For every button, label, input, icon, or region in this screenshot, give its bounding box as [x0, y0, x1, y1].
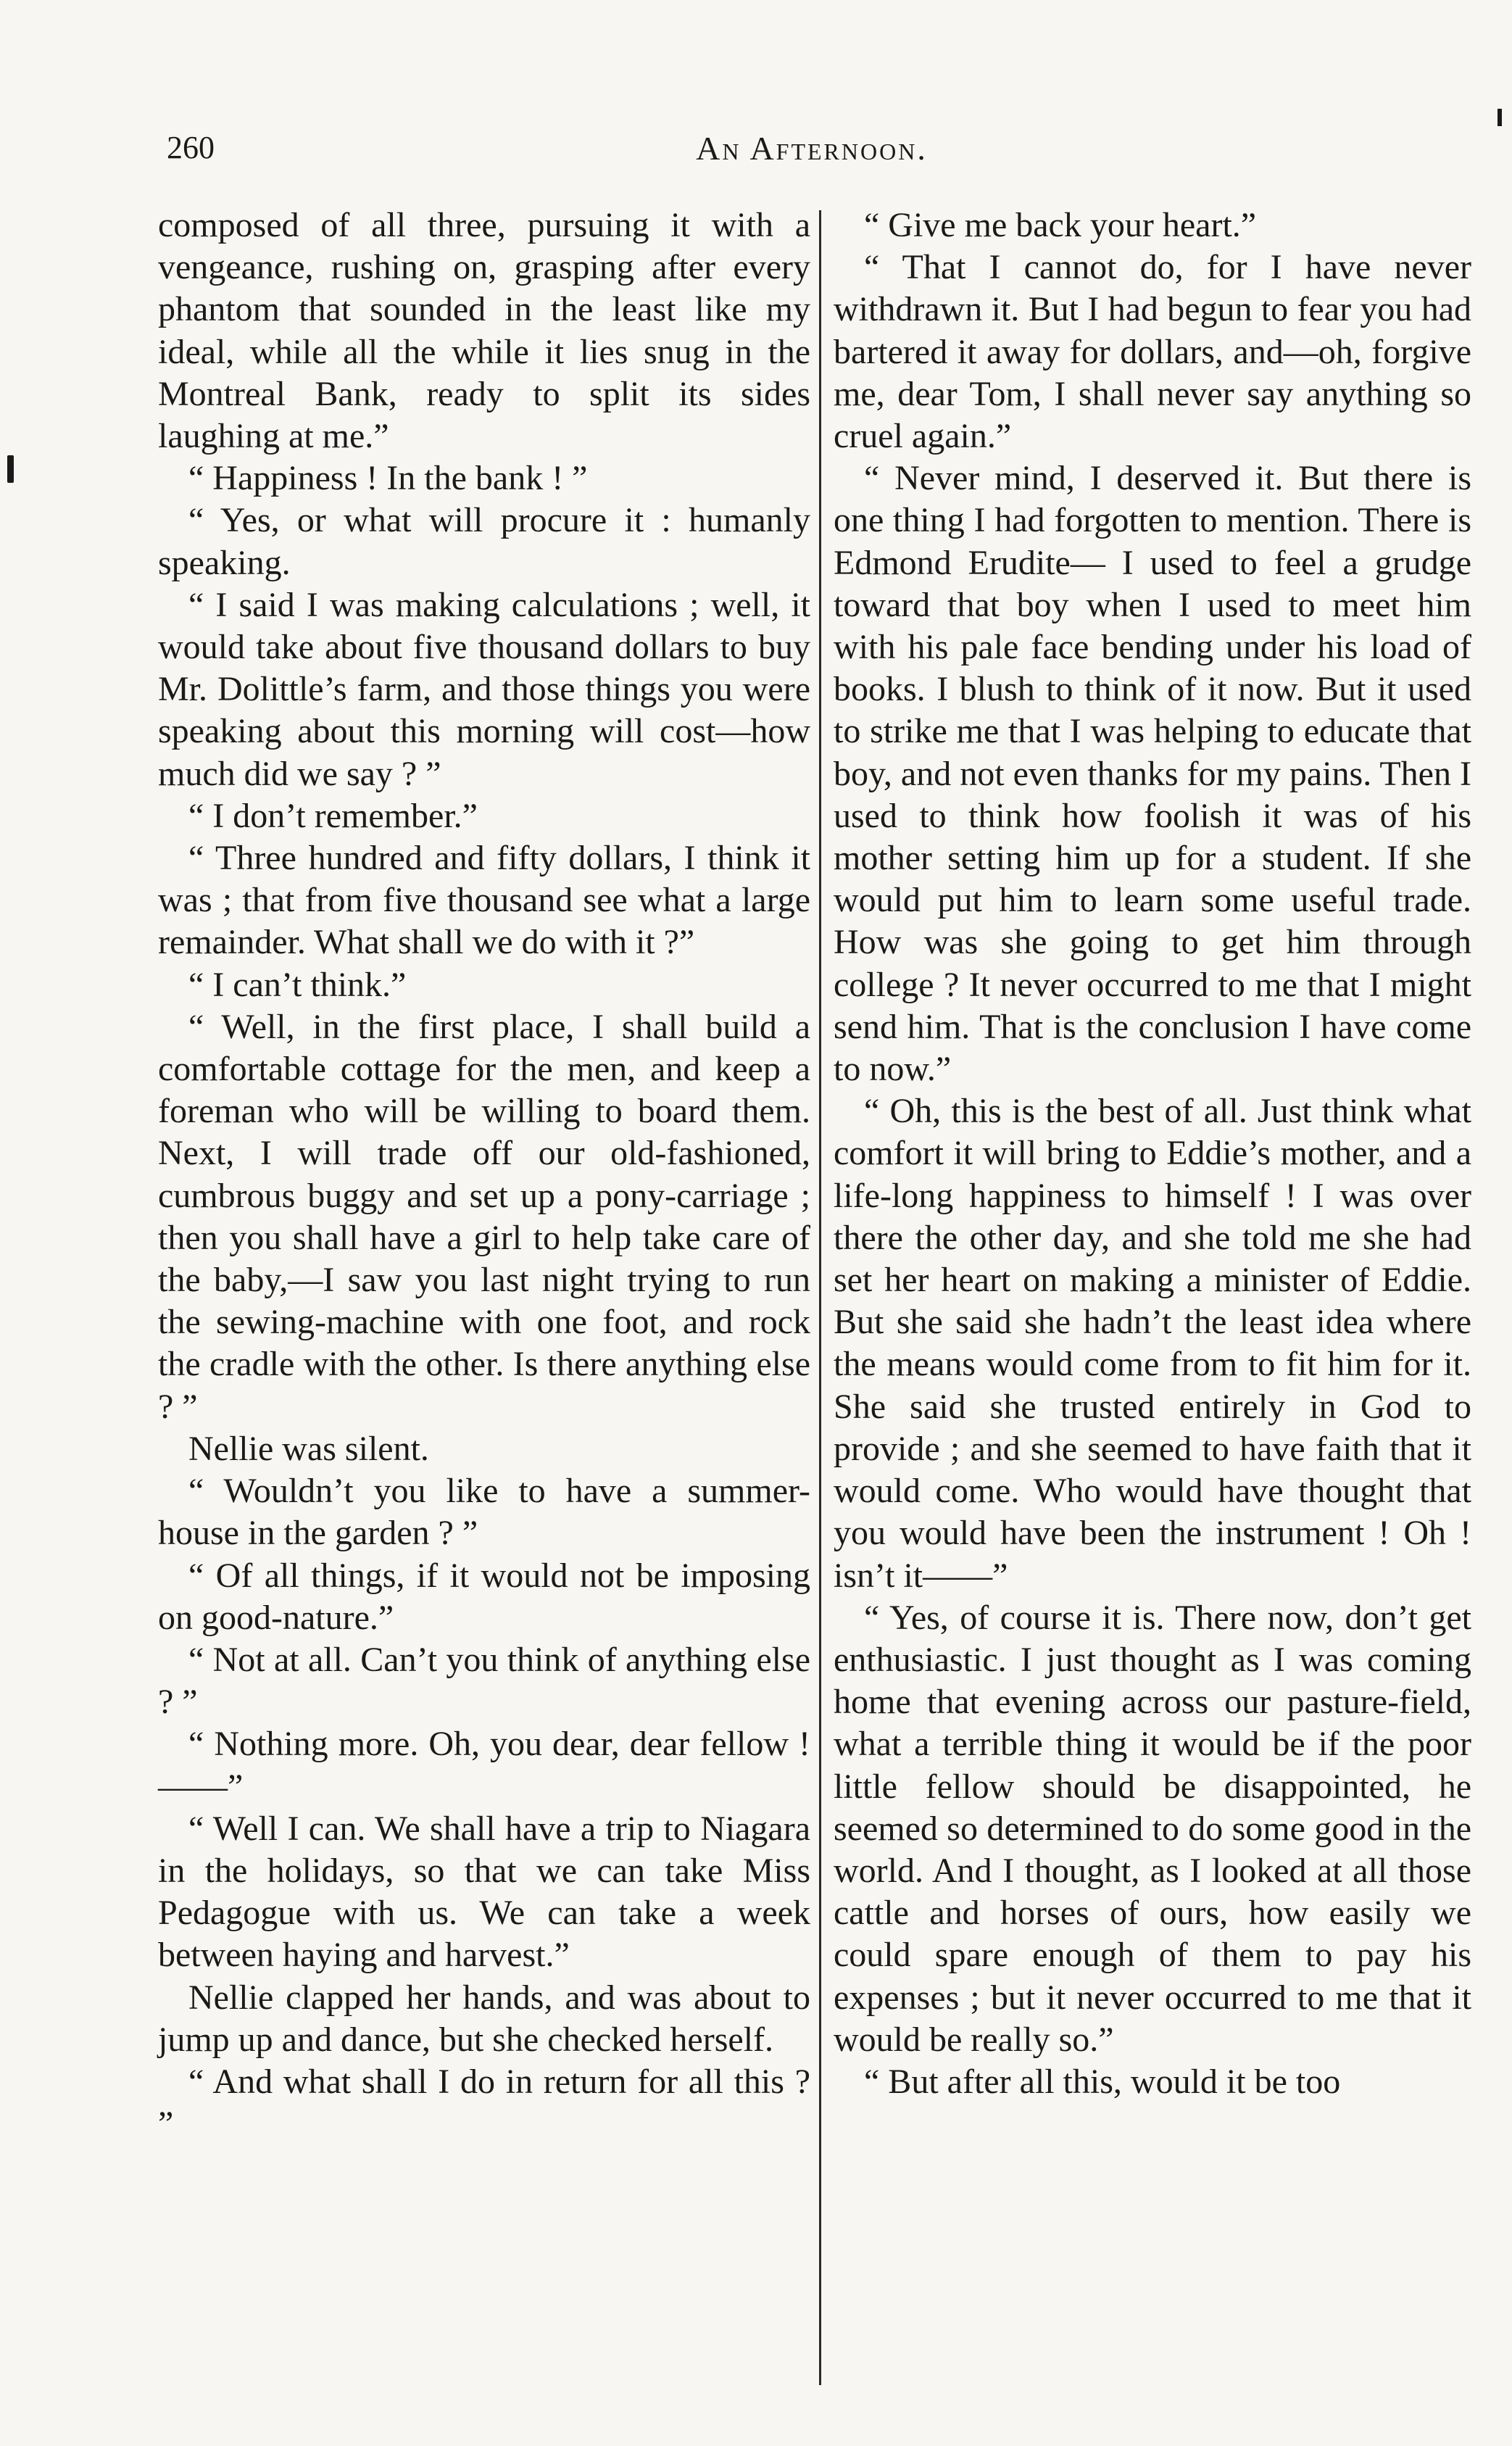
paragraph: “ And what shall I do in return for all this ? ” [158, 2062, 810, 2144]
paragraph: “ Oh, this is the best of all. Just think what comfort it will bring to Eddie’s mother, and a life-long happiness to himself ! I was over there the other day, and she told me she had set her heart on making a minister of Eddie. But she said she hadn’t the least idea where the means would come from to fit him for it. She said she trusted entirely in God to provide ; and she seemed to have faith that it would come. Who would have thought that you would have been the instrument ! Oh ! isn’t it——” [834, 1092, 1471, 1595]
paragraph: “ That I cannot do, for I have never withdrawn it. But I had begun to fear you had bartered it away for dollars, and—oh, forgive me, dear Tom, I shall never say anything so cruel again.” [834, 248, 1471, 456]
margin-mark [7, 455, 14, 483]
paragraph: “ Give me back your heart.” [864, 206, 1257, 244]
paragraph: “ Well, in the first place, I shall build a comfortable cottage for the men, and keep a foreman who will be willing to board them. Next, I will trade off our old-fashioned, cumbrous buggy and set up a pony-carriage ; then you shall have a girl to help take care of the baby,—I saw you last night trying to run the sewing-machine with one foot, and rock the cradle with the other. Is there anything else ? ” [158, 1007, 810, 1426]
paragraph: composed of all three, pursuing it with a vengeance, rushing on, grasping after every phantom that sounded in the least like my ideal, while all the while it lies snug in the Montreal Bank, ready to split its sides laughing at me.” [158, 206, 810, 456]
paragraph: “ Yes, or what will procure it : humanly speaking. [158, 501, 810, 582]
paragraph: “ But after all this, would it be too [864, 2062, 1341, 2101]
paragraph: “ Wouldn’t you like to have a summer-house in the garden ? ” [158, 1472, 810, 1553]
paragraph: “ Of all things, if it would not be imposing on good-nature.” [158, 1556, 810, 1637]
paragraph: “ I don’t remember.” [188, 796, 478, 835]
page-number: 260 [167, 130, 215, 165]
column-divider [819, 210, 821, 2385]
paragraph: “ Yes, of course it is. There now, don’t get enthusiastic. I just thought as I was coming home that evening across our pasture-field, what a terrible thing it would be if the poor little fellow should be disappointed, he seemed so determined to do some good in the world. And I thought, as I looked at all those cattle and horses of ours, how easily we could spare enough of them to pay his expenses ; but it never occurred to me that it would be really so.” [834, 1598, 1471, 2059]
paragraph: “ Well I can. We shall have a trip to Niagara in the holidays, so that we can take Miss Pedagogue with us. We can take a week between haying and harvest.” [158, 1809, 810, 1975]
right-column [834, 204, 1471, 2103]
paragraph: “ Happiness ! In the bank ! ” [188, 459, 588, 498]
paragraph: “ I said I was making calculations ; well, it would take about five thousand dollars to buy Mr. Dolittle’s farm, and those things you were speaking about this morning will cost—how much did we say ? ” [158, 585, 810, 793]
paragraph: “ I can’t think.” [188, 965, 407, 1004]
left-column [158, 204, 810, 2145]
paragraph: Nellie clapped her hands, and was about to jump up and dance, but she checked herself. [158, 1978, 810, 2059]
corner-mark [1498, 109, 1502, 126]
paragraph: “ Never mind, I deserved it. But there is one thing I had forgotten to mention. There is Edmond Erudite— I used to feel a grudge toward that boy when I used to meet him with his pale face bending under his load of books. I blush to think of it now. But it used to strike me that I was helping to educate that boy, and not even thanks for my pains. Then I used to think how foolish it was of his mother setting him up for a student. If she would put him to learn some useful trade. How was she going to get him through college ? It never occurred to me that I might send him. That is the conclusion I have come to now.” [834, 459, 1471, 1089]
paragraph: “ Nothing more. Oh, you dear, dear fellow !——” [158, 1725, 810, 1806]
paragraph: “ Three hundred and fifty dollars, I think it was ; that from five thousand see what a large remainder. What shall we do with it ?” [158, 839, 810, 962]
running-head: An Afternoon. [696, 130, 928, 167]
paragraph: “ Not at all. Can’t you think of anything else ? ” [158, 1640, 810, 1722]
paragraph: Nellie was silent. [188, 1429, 429, 1468]
page-header [167, 129, 1457, 180]
